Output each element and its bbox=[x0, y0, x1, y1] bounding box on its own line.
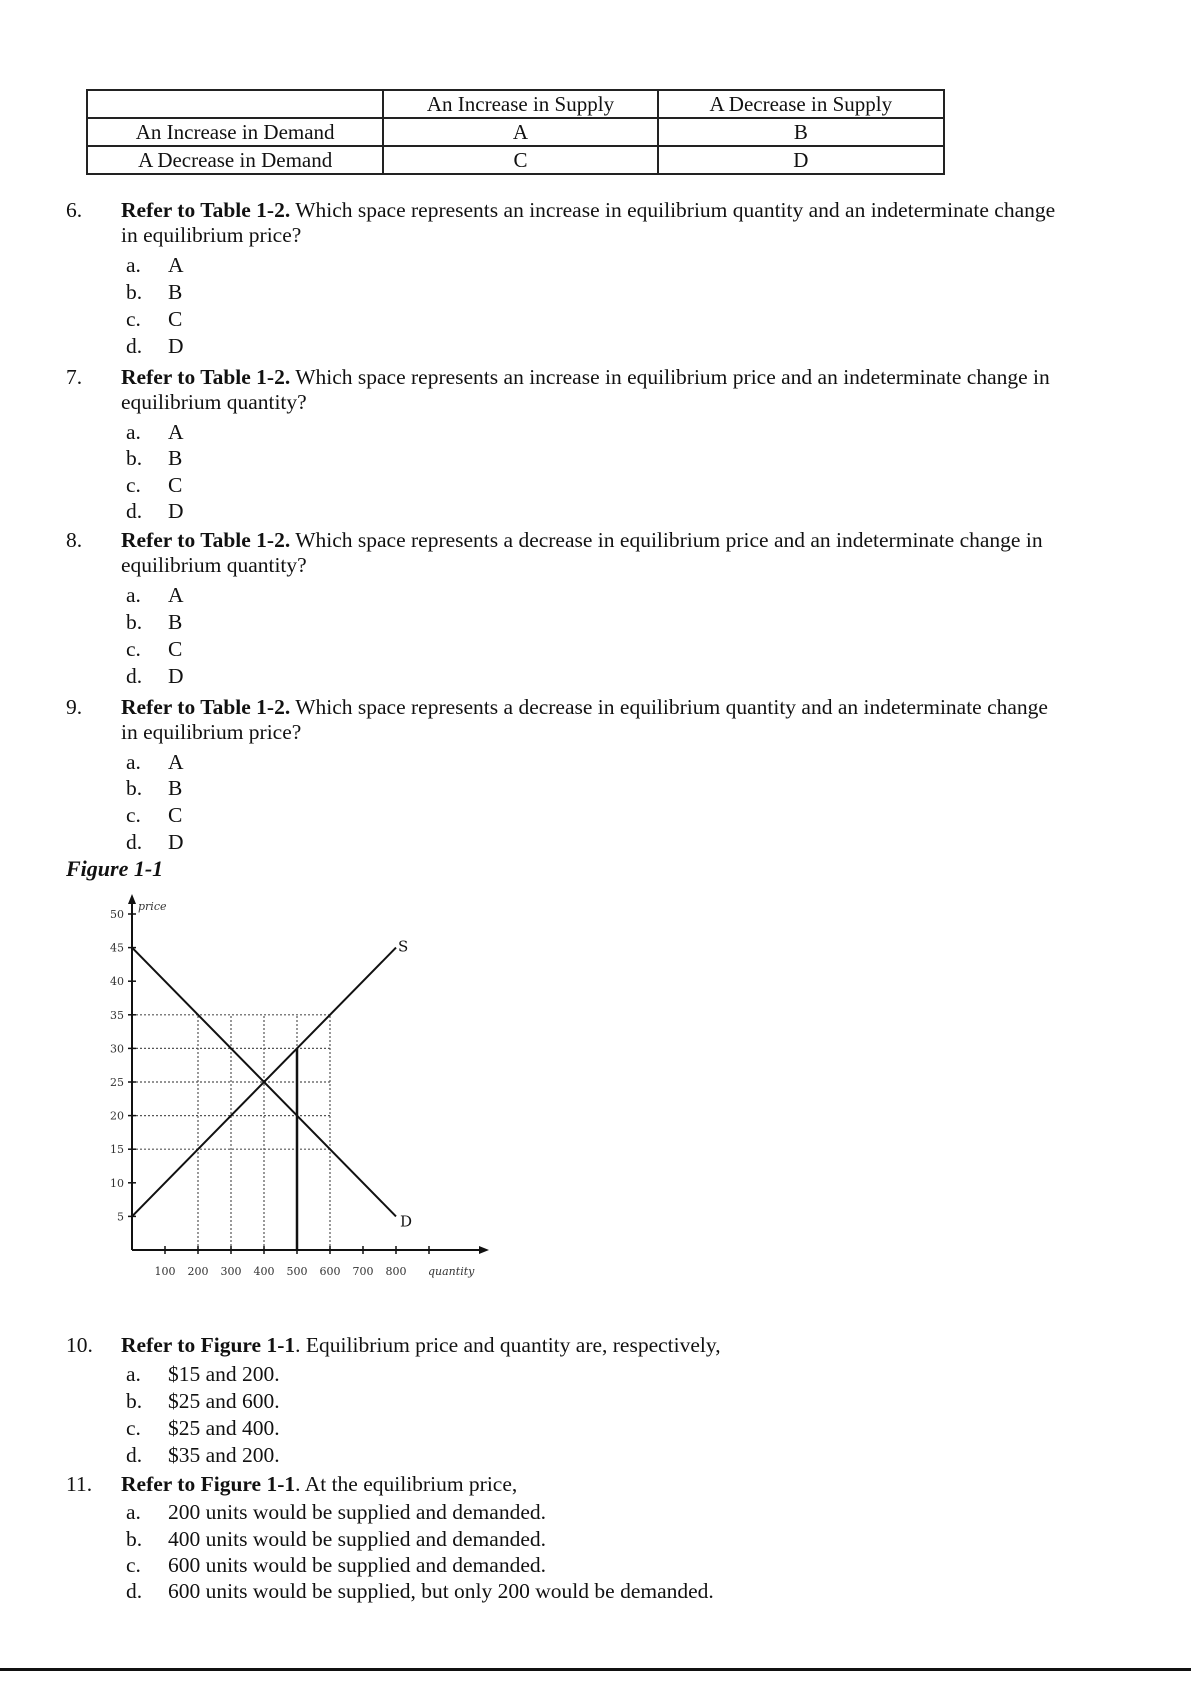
x-tick-label-800: 800 bbox=[385, 1265, 407, 1278]
question-text-line1: Which space represents a decrease in equilibrium price and an indeterminate change in bbox=[290, 528, 1043, 552]
column-header-supply-increase: An Increase in Supply bbox=[383, 90, 657, 118]
y-tick-label-40: 40 bbox=[110, 975, 124, 989]
answer-option-d[interactable]: d. D bbox=[126, 830, 184, 854]
y-tick-label-45: 45 bbox=[110, 941, 124, 955]
answer-option-b[interactable]: b. B bbox=[126, 280, 183, 304]
y-tick-label-30: 30 bbox=[110, 1042, 124, 1056]
column-header-supply-decrease: A Decrease in Supply bbox=[658, 90, 944, 118]
x-tick-label-700: 700 bbox=[352, 1265, 374, 1278]
answer-option-a[interactable]: a. A bbox=[126, 750, 184, 774]
x-axis-label: quantity bbox=[428, 1265, 475, 1278]
x-tick-label-400: 400 bbox=[253, 1265, 275, 1278]
answer-option-b[interactable]: b. B bbox=[126, 776, 183, 800]
answer-option-d[interactable]: d. D bbox=[126, 334, 184, 358]
table-corner-cell bbox=[87, 90, 383, 118]
question-text-line1: Which space represents a decrease in equilibrium quantity and an indeterminate change bbox=[290, 695, 1048, 719]
answer-option-a[interactable]: a. 200 units would be supplied and demanded. bbox=[126, 1500, 546, 1524]
question-text-line2: in equilibrium price? bbox=[121, 720, 302, 744]
question-text-line1: Which space represents an increase in equilibrium quantity and an indeterminate change bbox=[290, 198, 1056, 222]
table-1-2 bbox=[86, 89, 945, 175]
question-number: 9. bbox=[66, 695, 83, 719]
y-tick-label-15: 15 bbox=[110, 1143, 124, 1157]
table-row bbox=[87, 118, 944, 146]
x-axis-arrow-icon bbox=[479, 1246, 489, 1254]
question-stem bbox=[121, 198, 1161, 248]
answer-option-d[interactable]: d. 600 units would be supplied, but only 200 would be demanded. bbox=[126, 1579, 714, 1603]
y-axis-label: price bbox=[138, 900, 167, 913]
question-reference: Refer to Table 1-2. bbox=[121, 198, 291, 222]
question-number: 11. bbox=[66, 1472, 93, 1496]
table-cell-c: C bbox=[383, 146, 657, 174]
question-stem bbox=[121, 528, 1161, 578]
table-cell-d: D bbox=[658, 146, 944, 174]
answer-option-a[interactable]: a. $15 and 200. bbox=[126, 1362, 280, 1386]
y-tick-label-5: 5 bbox=[117, 1210, 124, 1224]
x-tick-label-100: 100 bbox=[154, 1265, 176, 1278]
series-label-d: D bbox=[400, 1212, 413, 1231]
answer-option-d[interactable]: d. D bbox=[126, 499, 184, 523]
question-number: 7. bbox=[66, 365, 83, 389]
table-header-row bbox=[87, 90, 944, 118]
y-tick-label-20: 20 bbox=[110, 1109, 124, 1123]
answer-option-c[interactable]: c. C bbox=[126, 307, 183, 331]
x-tick-label-600: 600 bbox=[319, 1265, 341, 1278]
answer-option-c[interactable]: c. C bbox=[126, 473, 183, 497]
question-text-line1: . Equilibrium price and quantity are, respectively, bbox=[295, 1333, 721, 1357]
question-reference: Refer to Table 1-2. bbox=[121, 365, 291, 389]
table-row bbox=[87, 146, 944, 174]
answer-option-a[interactable]: a. A bbox=[126, 253, 184, 277]
answer-option-c[interactable]: c. C bbox=[126, 637, 183, 661]
question-text-line2: in equilibrium price? bbox=[121, 223, 302, 247]
figure-title: Figure 1-1 bbox=[66, 856, 164, 881]
question-text-line2: equilibrium quantity? bbox=[121, 390, 307, 414]
answer-option-b[interactable]: b. B bbox=[126, 610, 183, 634]
answer-option-b[interactable]: b. B bbox=[126, 446, 183, 470]
table-cell-b: B bbox=[658, 118, 944, 146]
question-stem bbox=[121, 365, 1161, 415]
y-tick-label-25: 25 bbox=[110, 1076, 124, 1089]
supply-demand-chart bbox=[80, 888, 520, 1288]
y-tick-label-50: 50 bbox=[110, 908, 124, 921]
row-header-demand-decrease: A Decrease in Demand bbox=[87, 146, 383, 174]
page-bottom-rule bbox=[0, 1668, 1191, 1671]
y-tick-label-35: 35 bbox=[110, 1008, 124, 1022]
x-tick-label-500: 500 bbox=[286, 1265, 308, 1278]
x-tick-label-200: 200 bbox=[187, 1265, 209, 1278]
answer-option-d[interactable]: d. $35 and 200. bbox=[126, 1443, 280, 1467]
question-reference: Refer to Figure 1-1 bbox=[121, 1333, 296, 1357]
table-cell-a: A bbox=[383, 118, 657, 146]
question-stem bbox=[121, 1472, 1161, 1497]
question-stem bbox=[121, 695, 1161, 745]
answer-option-c[interactable]: c. 600 units would be supplied and demanded. bbox=[126, 1553, 546, 1577]
question-number: 10. bbox=[66, 1333, 93, 1357]
question-text-line1: . At the equilibrium price, bbox=[295, 1472, 518, 1496]
series-label-s: S bbox=[398, 937, 409, 956]
question-number: 8. bbox=[66, 528, 83, 552]
answer-option-c[interactable]: c. C bbox=[126, 803, 183, 827]
question-text-line2: equilibrium quantity? bbox=[121, 553, 307, 577]
question-number: 6. bbox=[66, 198, 83, 222]
answer-option-b[interactable]: b. $25 and 600. bbox=[126, 1389, 280, 1413]
question-stem bbox=[121, 1333, 1161, 1358]
question-text-line1: Which space represents an increase in equilibrium price and an indeterminate change in bbox=[290, 365, 1050, 389]
answer-option-a[interactable]: a. A bbox=[126, 583, 184, 607]
y-axis-arrow-icon bbox=[128, 894, 136, 904]
x-tick-label-300: 300 bbox=[220, 1265, 242, 1278]
answer-option-d[interactable]: d. D bbox=[126, 664, 184, 688]
question-reference: Refer to Table 1-2. bbox=[121, 695, 291, 719]
y-tick-label-10: 10 bbox=[110, 1176, 124, 1190]
answer-option-c[interactable]: c. $25 and 400. bbox=[126, 1416, 280, 1440]
answer-option-a[interactable]: a. A bbox=[126, 420, 184, 444]
row-header-demand-increase: An Increase in Demand bbox=[87, 118, 383, 146]
answer-option-b[interactable]: b. 400 units would be supplied and demanded. bbox=[126, 1527, 546, 1551]
question-reference: Refer to Table 1-2. bbox=[121, 528, 291, 552]
question-reference: Refer to Figure 1-1 bbox=[121, 1472, 296, 1496]
